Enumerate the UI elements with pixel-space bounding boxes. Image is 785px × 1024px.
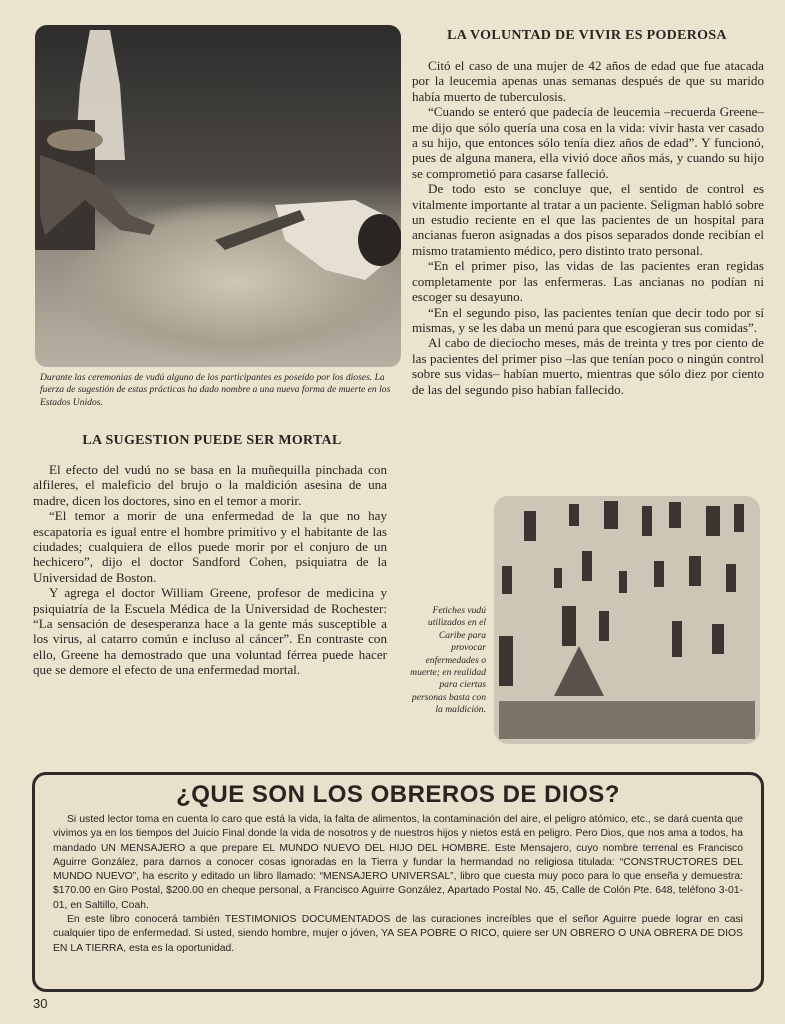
ad-paragraph: En este libro conocerá también TESTIMONIOS DOCUMENTADOS de las curaciones increíbles que el señor Aguirre puede lograr en casi cualquier tipo de enfermedad. Si usted, siendo hombre, mujer o jóven, YA SEA POBRE O RICO, quiere ser UN OBRERO O UNA OBRERA DE DIOS EN LA TIERRA, esta es la oportunidad.: [53, 914, 743, 954]
photo2-caption: Fetiches vudú utilizados en el Caribe para provocar enfermedades o muerte; en realidad para ciertas personas basta con la maldición.: [410, 605, 486, 716]
paragraph: “En el segundo piso, las pacientes tenían que decir todo por sí mismas, y se les daba un menú para que escogieran sus comidas”.: [412, 304, 764, 335]
left-column-heading: LA SUGESTION PUEDE SER MORTAL: [82, 433, 342, 448]
ceremony-illustration: [35, 25, 401, 367]
paragraph: Al cabo de dieciocho meses, más de treinta y tres por ciento de las pacientes del primer piso –las que tenían poco o ningún control sobre sus vidas– habían muerto, mientras que sólo diez por ciento de las del segundo piso habían fallecido.: [412, 335, 764, 397]
photo1-caption: Durante las ceremonias de vudú alguno de los participantes es poseído por los dioses. La fuerza de sugestión de estas prácticas ha dado nombre a una nueva forma de muerte en los Estados Unidos.: [40, 372, 391, 408]
paragraph: Y agrega el doctor William Greene, profesor de medicina y psiquiatría de la Escuela Médica de la Universidad de Rochester: “La sensación de desesperanza hace a la gente más susceptible a los virus, al catarro común e incluso al cáncer”. En contraste con ello, Greene ha demostrado que una voluntad férrea puede hacer que se demore el efecto de una enfermedad mortal.: [33, 585, 387, 678]
fetish-dolls-illustration: [494, 496, 760, 744]
paragraph: El efecto del vudú no se basa en la muñequilla pinchada con alfileres, el maleficio del brujo o la maldición asesina de una madre, dicen los doctores, sino en el temor a morir.: [33, 462, 387, 508]
paragraph: “Cuando se enteró que padecía de leucemia –recuerda Greene– me dijo que sólo quería una cosa en la vida: vivir hasta ver casado a su hijo, que entonces sólo tenía diez años de edad”. Y funcionó, pues de alguna manera, ella vivió doce años más, y cuando su hijo se comprometió para casarse falleció.: [412, 104, 764, 181]
paragraph: “El temor a morir de una enfermedad de la que no hay escapatoria es igual entre el hombre primitivo y el habitante de las ciudades; cualquiera de ellos puede morir por el conjuro de un hechicero”, dijo el doctor Sandford Cohen, psiquiatra de la Universidad de Boston.: [33, 508, 387, 585]
ad-paragraph: Si usted lector toma en cuenta lo caro que está la vida, la falta de alimentos, la contaminación del aire, el peligro atómico, etc., se dará cuenta que vivimos ya en los tiempos del Juicio Final donde la vida de nosotros y de nuestros hijos y nietos está en peligro. Pero Dios, que nos ama a todos, ha mandado UN MENSAJERO a que prepare EL MUNDO NUEVO DEL HIJO DEL HOMBRE. Este Mensajero, cuyo nombre terrenal es Francisco Aguirre González, para darnos a conocer cosas ignoradas en la Tierra y fundar la hermandad no religiosa titulada: “CONSTRUCTORES DEL MUNDO NUEVO”, ha escrito y editado un libro llamado: “MENSAJERO UNIVERSAL”, libro que cuesta muy poco para lo que enseña y demuestra: $170.00 en Giro Postal, $200.00 en cheque personal, a Francisco Aguirre González, Apartado Postal No. 45, Calle de Colón Pte. 648, teléfono 3-01-01, en Saltillo, Coah.: [53, 814, 743, 911]
fetish-dolls-photo: [494, 496, 760, 744]
left-column-text: [33, 462, 387, 678]
paragraph: Citó el caso de una mujer de 42 años de edad que fue atacada por la leucemia apenas unas semanas después de que su marido había muerto de tuberculosis.: [412, 58, 764, 104]
ad-box: [32, 772, 764, 992]
paragraph: De todo esto se concluye que, el sentido de control es vitalmente importante al tratar a un paciente. Seligman habló sobre un estudio reciente en el que las pacientes de un hospital para ancianas fueron asignadas a dos pisos separados donde recibían el mismo tratamiento médico, pero distinto trato personal.: [412, 181, 764, 258]
right-column-text: [412, 58, 764, 397]
paragraph: “En el primer piso, las vidas de las pacientes eran regidas completamente por las enfermeras. Las ancianas no podían ni escoger su desayuno.: [412, 258, 764, 305]
page-number: 30: [33, 996, 48, 1011]
right-column-heading: LA VOLUNTAD DE VIVIR ES PODEROSA: [447, 28, 727, 43]
ad-title: ¿QUE SON LOS OBREROS DE DIOS?: [176, 781, 620, 808]
ad-text: [53, 813, 743, 956]
voodoo-ceremony-photo: [35, 25, 401, 367]
